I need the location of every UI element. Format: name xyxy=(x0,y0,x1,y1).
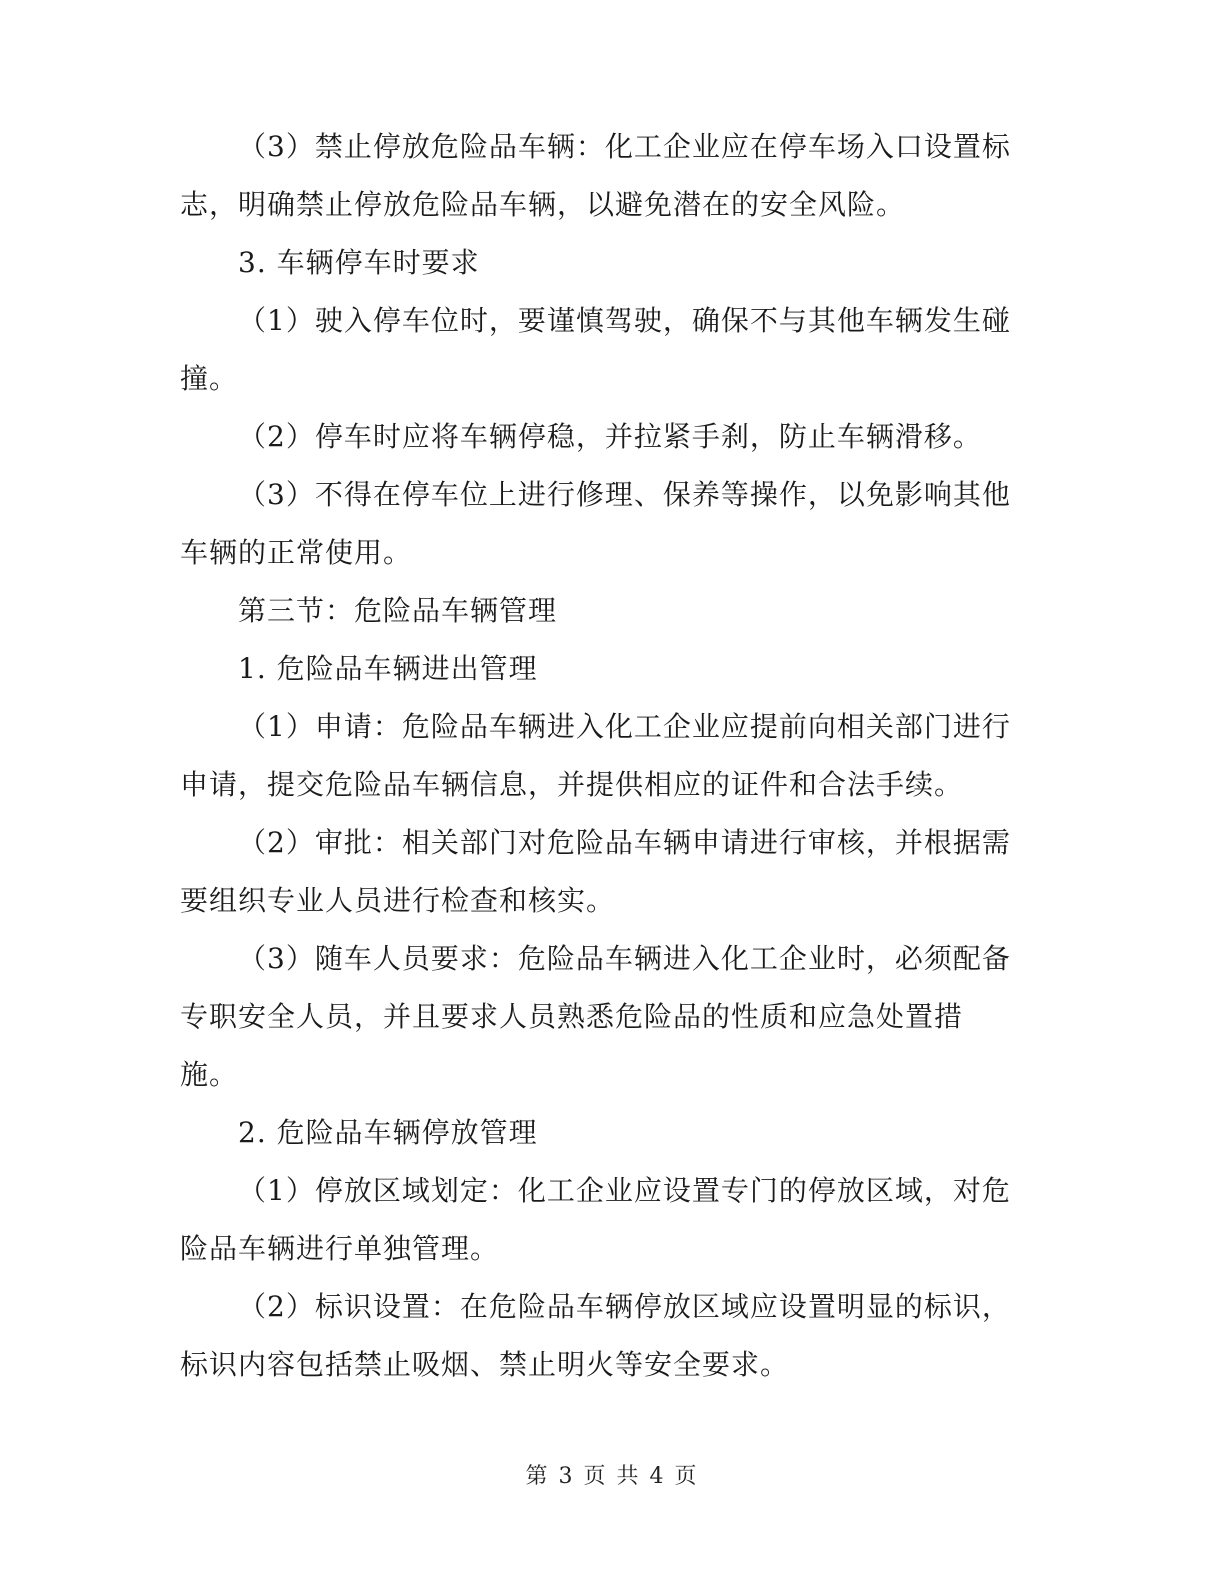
section-heading: 1. 危险品车辆进出管理 xyxy=(238,652,538,685)
paragraph-line: 申请，提交危险品车辆信息，并提供相应的证件和合法手续。 xyxy=(180,768,964,801)
paragraph-line: 专职安全人员，并且要求人员熟悉危险品的性质和应急处置措 xyxy=(180,1000,964,1033)
paragraph-line: 要组织专业人员进行检查和核实。 xyxy=(180,884,616,917)
paragraph-line: （1）停放区域划定：化工企业应设置专门的停放区域，对危 xyxy=(238,1174,1011,1207)
paragraph-line: 施。 xyxy=(180,1058,239,1091)
page-number-footer: 第 3 页 共 4 页 xyxy=(525,1464,699,1489)
paragraph-line: （3）随车人员要求：危险品车辆进入化工企业时，必须配备 xyxy=(238,942,1011,975)
paragraph-line: （1）申请：危险品车辆进入化工企业应提前向相关部门进行 xyxy=(238,710,1011,743)
paragraph-line: （2）审批：相关部门对危险品车辆申请进行审核，并根据需 xyxy=(238,826,1011,859)
section-heading: 2. 危险品车辆停放管理 xyxy=(238,1116,538,1149)
paragraph-line: （2）停车时应将车辆停稳，并拉紧手刹，防止车辆滑移。 xyxy=(238,420,982,453)
paragraph-line: 志，明确禁止停放危险品车辆，以避免潜在的安全风险。 xyxy=(180,188,906,221)
chapter-heading: 第三节：危险品车辆管理 xyxy=(238,594,558,627)
paragraph-line: 标识内容包括禁止吸烟、禁止明火等安全要求。 xyxy=(180,1348,790,1381)
paragraph-line: （3）禁止停放危险品车辆：化工企业应在停车场入口设置标 xyxy=(238,130,1011,163)
paragraph-line: （3）不得在停车位上进行修理、保养等操作，以免影响其他 xyxy=(238,478,1011,511)
section-heading: 3. 车辆停车时要求 xyxy=(238,246,480,279)
paragraph-line: 撞。 xyxy=(180,362,239,395)
paragraph-line: 车辆的正常使用。 xyxy=(180,536,413,569)
paragraph-line: 险品车辆进行单独管理。 xyxy=(180,1232,500,1265)
paragraph-line: （1）驶入停车位时，要谨慎驾驶，确保不与其他车辆发生碰 xyxy=(238,304,1011,337)
paragraph-line: （2）标识设置：在危险品车辆停放区域应设置明显的标识， xyxy=(238,1290,1011,1323)
